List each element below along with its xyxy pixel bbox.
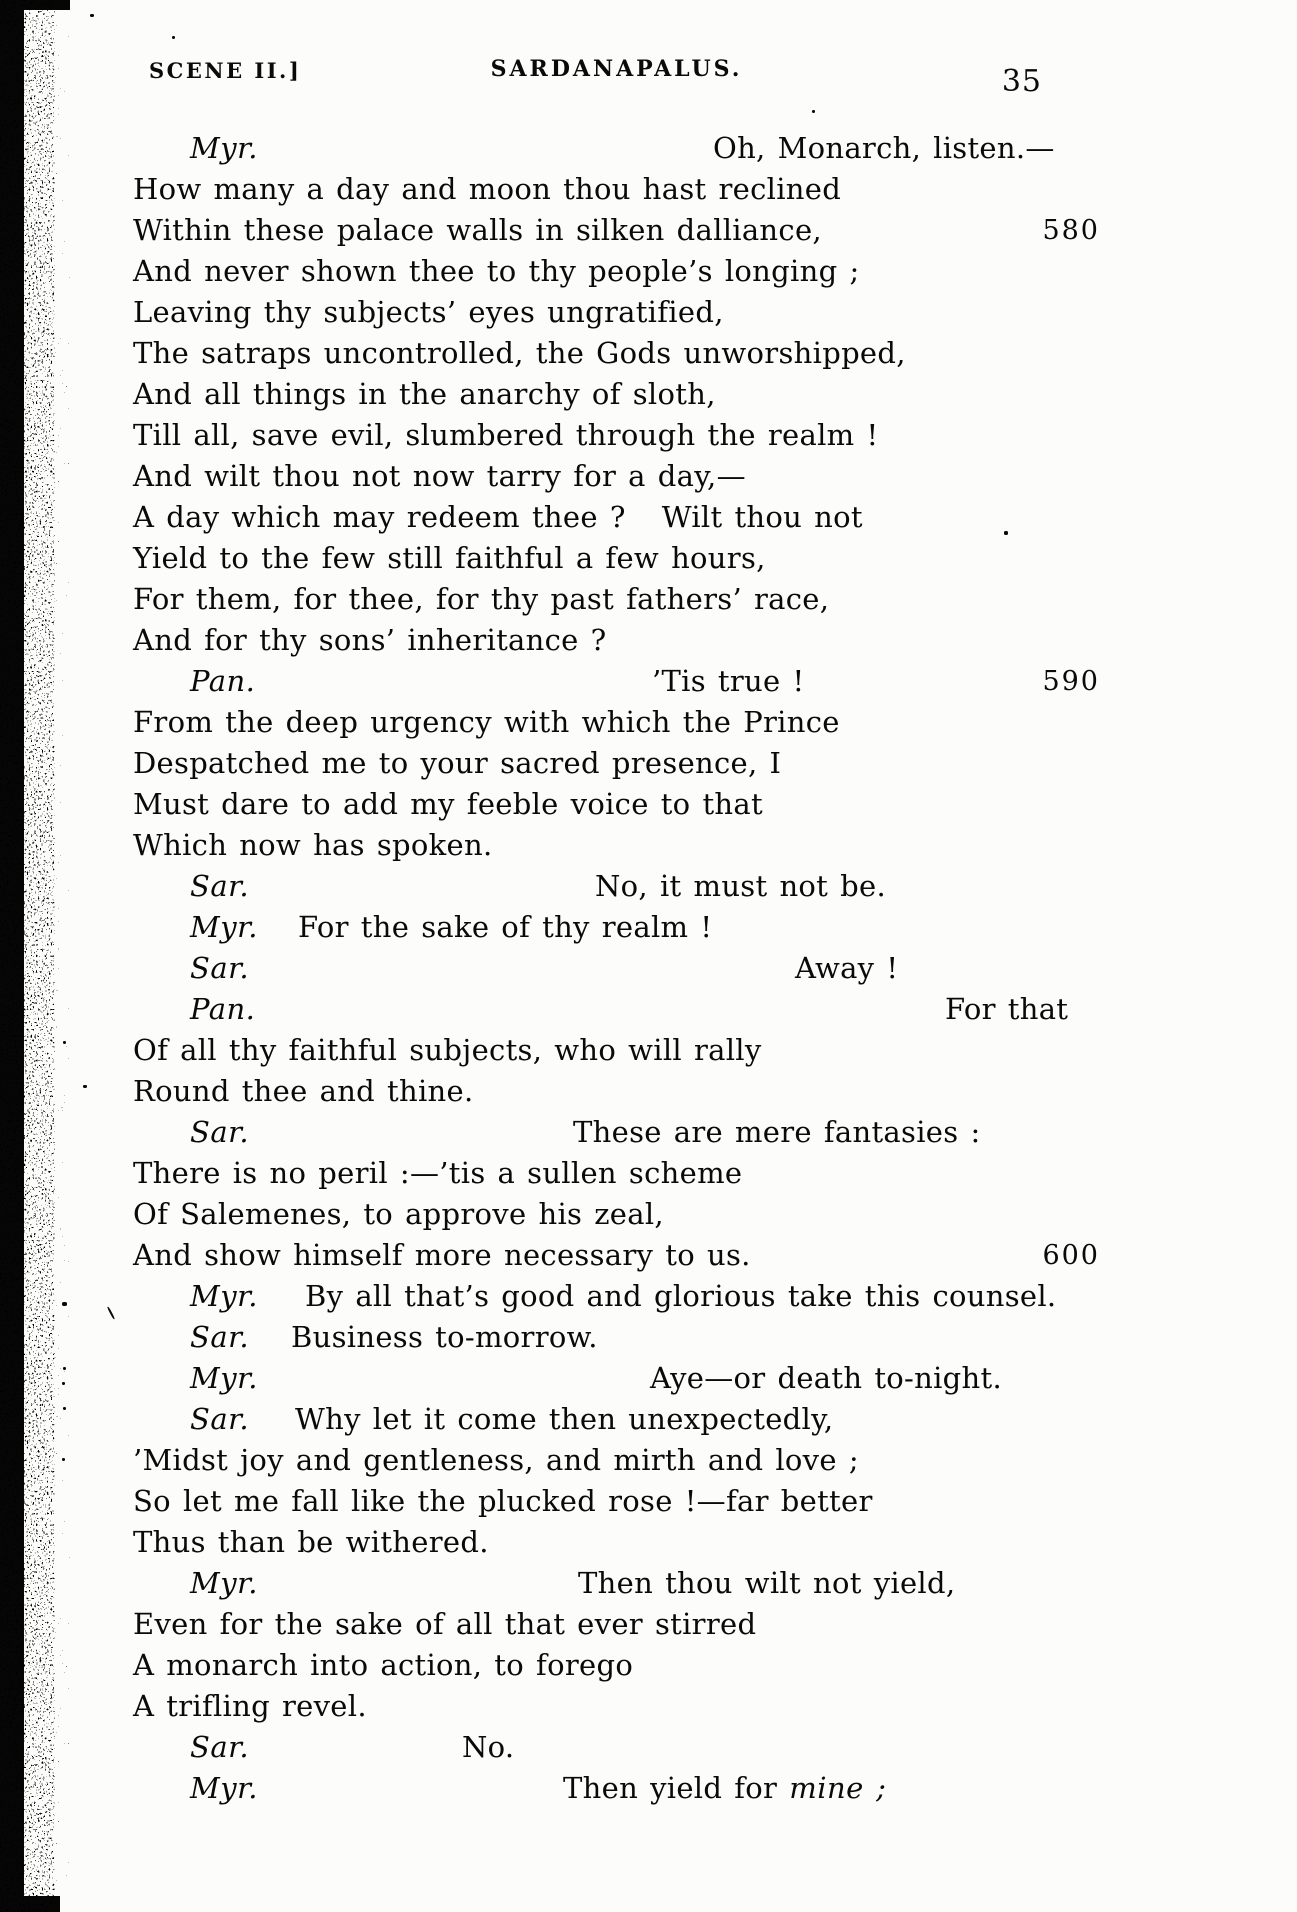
verse-line (133, 415, 1183, 456)
line-number: 600 (1042, 1240, 1100, 1271)
ink-speck (62, 1458, 65, 1461)
verse-text: Within these palace walls in silken dalliance, (133, 213, 822, 247)
verse-text: These are mere fantasies : (573, 1115, 981, 1149)
speaker-label: Myr. (190, 910, 258, 944)
ink-speck (63, 1041, 66, 1044)
verse-text: And for thy sons’ inheritance ? (133, 623, 607, 657)
verse-line (133, 661, 1183, 702)
verse-text: Then thou wilt not yield, (578, 1566, 956, 1600)
verse-text: Then yield for mine ; (563, 1771, 887, 1805)
verse-line (133, 456, 1183, 497)
verse-line (133, 1153, 1183, 1194)
ink-speck (107, 1306, 115, 1319)
verse-text: From the deep urgency with which the Prince (133, 705, 840, 739)
speaker-label: Pan. (190, 664, 256, 698)
verse-text: Thus than be withered. (133, 1525, 489, 1559)
verse-text: And never shown thee to thy people’s longing ; (133, 254, 860, 288)
verse-line (133, 1276, 1183, 1317)
running-title: SARDANAPALUS. (490, 56, 743, 82)
verse-line (133, 210, 1183, 251)
verse-line (133, 1563, 1183, 1604)
verse-text: A day which may redeem thee ? Wilt thou not (133, 500, 863, 534)
ink-speck (1004, 531, 1008, 535)
speaker-label: Sar. (190, 951, 250, 985)
ink-speck (812, 110, 815, 113)
verse-text: And all things in the anarchy of sloth, (133, 377, 716, 411)
page-header (133, 54, 1100, 104)
scene-label: SCENE II.] (149, 58, 302, 83)
page-number: 35 (1001, 64, 1042, 99)
verse-text: By all that’s good and glorious take this counsel. (305, 1279, 1057, 1313)
verse-line (133, 169, 1183, 210)
verse-line (133, 866, 1183, 907)
verse-line (133, 907, 1183, 948)
ink-speck (83, 1085, 87, 1088)
verse-text: No. (462, 1730, 515, 1764)
speaker-label: Sar. (190, 1730, 250, 1764)
verse-text: No, it must not be. (595, 869, 887, 903)
speaker-label: Myr. (190, 1771, 258, 1805)
verse-text: Despatched me to your sacred presence, I (133, 746, 782, 780)
speaker-label: Myr. (190, 1279, 258, 1313)
binding-edge (0, 0, 70, 1912)
verse-text: Leaving thy subjects’ eyes ungratified, (133, 295, 724, 329)
verse-line (133, 292, 1183, 333)
speaker-label: Myr. (190, 131, 258, 165)
verse-line (133, 579, 1183, 620)
speaker-label: Sar. (190, 869, 250, 903)
verse-line (133, 1317, 1183, 1358)
verse-text: A trifling revel. (133, 1689, 367, 1723)
verse-text: A monarch into action, to forego (133, 1648, 634, 1682)
speaker-label: Pan. (190, 992, 256, 1026)
verse-text: Must dare to add my feeble voice to that (133, 787, 763, 821)
verse-line (133, 1768, 1183, 1809)
speaker-label: Sar. (190, 1320, 250, 1354)
verse-line (133, 784, 1183, 825)
verse-line (133, 538, 1183, 579)
speaker-label: Sar. (190, 1402, 250, 1436)
speaker-label: Myr. (190, 1361, 258, 1395)
verse-line (133, 1071, 1183, 1112)
speaker-label: Sar. (190, 1115, 250, 1149)
verse-line (133, 1522, 1183, 1563)
verse-line (133, 1440, 1183, 1481)
verse-line (133, 497, 1183, 538)
verse-line (133, 1686, 1183, 1727)
verse-text: Why let it come then unexpectedly, (295, 1402, 834, 1436)
verse-text: Which now has spoken. (133, 828, 493, 862)
verse-line (133, 1112, 1183, 1153)
verse-line (133, 251, 1183, 292)
verse-text: Yield to the few still faithful a few hours, (133, 541, 766, 575)
verse-text-italic: mine ; (789, 1771, 887, 1805)
verse-line (133, 128, 1183, 169)
verse-text: For that (945, 992, 1069, 1026)
ink-speck (62, 1302, 67, 1306)
verse-text: And show himself more necessary to us. (133, 1238, 751, 1272)
verse-text: So let me fall like the plucked rose !—far better (133, 1484, 873, 1518)
ink-speck (62, 1382, 65, 1385)
verse-text: There is no peril :—’tis a sullen scheme (133, 1156, 743, 1190)
verse-line (133, 743, 1183, 784)
verse-line (133, 1030, 1183, 1071)
verse-text: Away ! (795, 951, 899, 985)
verse-line (133, 1481, 1183, 1522)
verse-text: Till all, save evil, slumbered through the realm ! (133, 418, 879, 452)
verse-line (133, 989, 1183, 1030)
ink-speck (172, 36, 175, 39)
verse-text: Oh, Monarch, listen.— (713, 131, 1055, 165)
verse-text: The satraps uncontrolled, the Gods unworshipped, (133, 336, 906, 370)
verse-text: Of Salemenes, to approve his zeal, (133, 1197, 664, 1231)
verse-text: Business to-morrow. (291, 1320, 598, 1354)
verse-line (133, 1194, 1183, 1235)
verse-text: ’Tis true ! (652, 664, 805, 698)
verse-line (133, 948, 1183, 989)
verse-text: ’Midst joy and gentleness, and mirth and love ; (133, 1443, 859, 1477)
verse-line (133, 333, 1183, 374)
ink-speck (63, 1367, 66, 1370)
verse-line (133, 702, 1183, 743)
verse-line (133, 1235, 1183, 1276)
verse-line (133, 620, 1183, 661)
verse-text: Round thee and thine. (133, 1074, 474, 1108)
ink-speck (63, 1407, 66, 1410)
verse-text: Even for the sake of all that ever stirred (133, 1607, 757, 1641)
verse-line (133, 825, 1183, 866)
ink-speck (90, 14, 94, 17)
line-number: 580 (1042, 215, 1100, 246)
verse-text: And wilt thou not now tarry for a day,— (133, 459, 746, 493)
verse-line (133, 1399, 1183, 1440)
verse-text: For the sake of thy realm ! (298, 910, 713, 944)
verse-line (133, 1358, 1183, 1399)
verse-text: How many a day and moon thou hast reclined (133, 172, 842, 206)
line-number: 590 (1042, 666, 1100, 697)
verse-line (133, 1604, 1183, 1645)
speaker-label: Myr. (190, 1566, 258, 1600)
verse-text: Of all thy faithful subjects, who will rally (133, 1033, 762, 1067)
verse-text: Aye—or death to-night. (650, 1361, 1002, 1395)
verse-line (133, 1645, 1183, 1686)
verse-line (133, 1727, 1183, 1768)
verse-line (133, 374, 1183, 415)
verse-text: For them, for thee, for thy past fathers’ race, (133, 582, 830, 616)
